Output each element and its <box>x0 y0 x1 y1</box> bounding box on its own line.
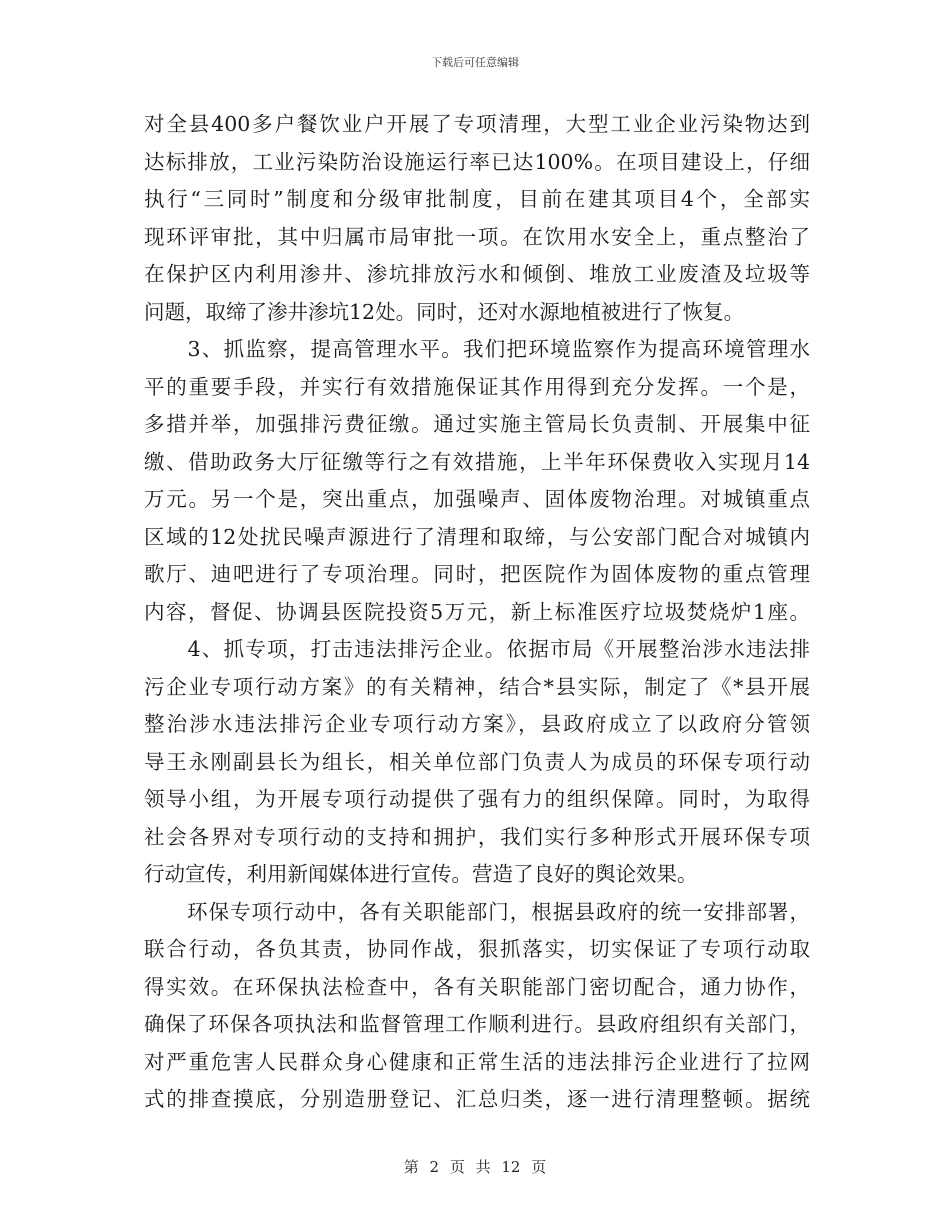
text-line: 问题，取缔了渗井渗坑12处。同时，还对水源地植被进行了恢复。 <box>144 299 745 324</box>
text-line: 内容，督促、协调县医院投资5万元，新上标准医疗垃圾焚烧炉1座。 <box>144 599 810 624</box>
text-line: 4、抓专项，打击违法排污企业。依据市局《开展整治涉水违法排 <box>144 637 810 661</box>
text-line: 联合行动，各负其责，协同作战，狠抓落实，切实保证了专项行动取 <box>144 937 810 961</box>
text-line: 执行“三同时”制度和分级审批制度，目前在建其项目4个，全部实 <box>144 187 810 211</box>
text-line: 缴、借助政务大厅征缴等行之有效措施，上半年环保费收入实现月14 <box>144 449 810 474</box>
text-line: 3、抓监察，提高管理水平。我们把环境监察作为提高环境管理水 <box>144 337 810 361</box>
text-line: 区域的12处扰民噪声源进行了清理和取缔，与公安部门配合对城镇内 <box>144 524 810 549</box>
text-line: 对全县400多户餐饮业户开展了专项清理，大型工业企业污染物达到 <box>144 112 810 136</box>
document-body <box>144 106 810 1119</box>
text-line: 导王永刚副县长为组长，相关单位部门负责人为成员的环保专项行动 <box>144 749 810 774</box>
text-line: 整治涉水违法排污企业专项行动方案》，县政府成立了以政府分管领 <box>144 712 810 736</box>
page-footer: 第 2 页 共 12 页 <box>403 1158 547 1176</box>
text-line: 在保护区内利用渗井、渗坑排放污水和倾倒、堆放工业废渣及垃圾等 <box>144 262 810 286</box>
text-line: 平的重要手段，并实行有效措施保证其作用得到充分发挥。一个是， <box>144 374 810 399</box>
text-line: 现环评审批，其中归属市局审批一项。在饮用水安全上，重点整治了 <box>144 224 810 249</box>
text-line: 万元。另一个是，突出重点，加强噪声、固体废物治理。对城镇重点 <box>144 487 810 511</box>
text-line: 领导小组，为开展专项行动提供了强有力的组织保障。同时，为取得 <box>144 787 810 811</box>
text-line: 歌厅、迪吧进行了专项治理。同时，把医院作为固体废物的重点管理 <box>144 562 810 586</box>
text-line: 对严重危害人民群众身心健康和正常生活的违法排污企业进行了拉网 <box>144 1049 810 1074</box>
text-line: 得实效。在环保执法检查中，各有关职能部门密切配合，通力协作， <box>144 974 810 999</box>
page-header: 下载后可任意编辑 <box>431 56 519 69</box>
text-line: 污企业专项行动方案》的有关精神，结合*县实际，制定了《*县开展 <box>144 674 810 699</box>
text-line: 达标排放，工业污染防治设施运行率已达100%。在项目建设上，仔细 <box>144 149 810 174</box>
text-line: 多措并举，加强排污费征缴。通过实施主管局长负责制、开展集中征 <box>144 412 810 436</box>
text-line: 社会各界对专项行动的支持和拥护，我们实行多种形式开展环保专项 <box>144 824 810 849</box>
text-line: 式的排查摸底，分别造册登记、汇总归类，逐一进行清理整顿。据统 <box>144 1087 810 1111</box>
text-line: 行动宣传，利用新闻媒体进行宣传。营造了良好的舆论效果。 <box>144 862 698 886</box>
text-line: 确保了环保各项执法和监督管理工作顺利进行。县政府组织有关部门， <box>144 1012 810 1036</box>
text-line: 环保专项行动中，各有关职能部门，根据县政府的统一安排部署， <box>144 899 810 924</box>
